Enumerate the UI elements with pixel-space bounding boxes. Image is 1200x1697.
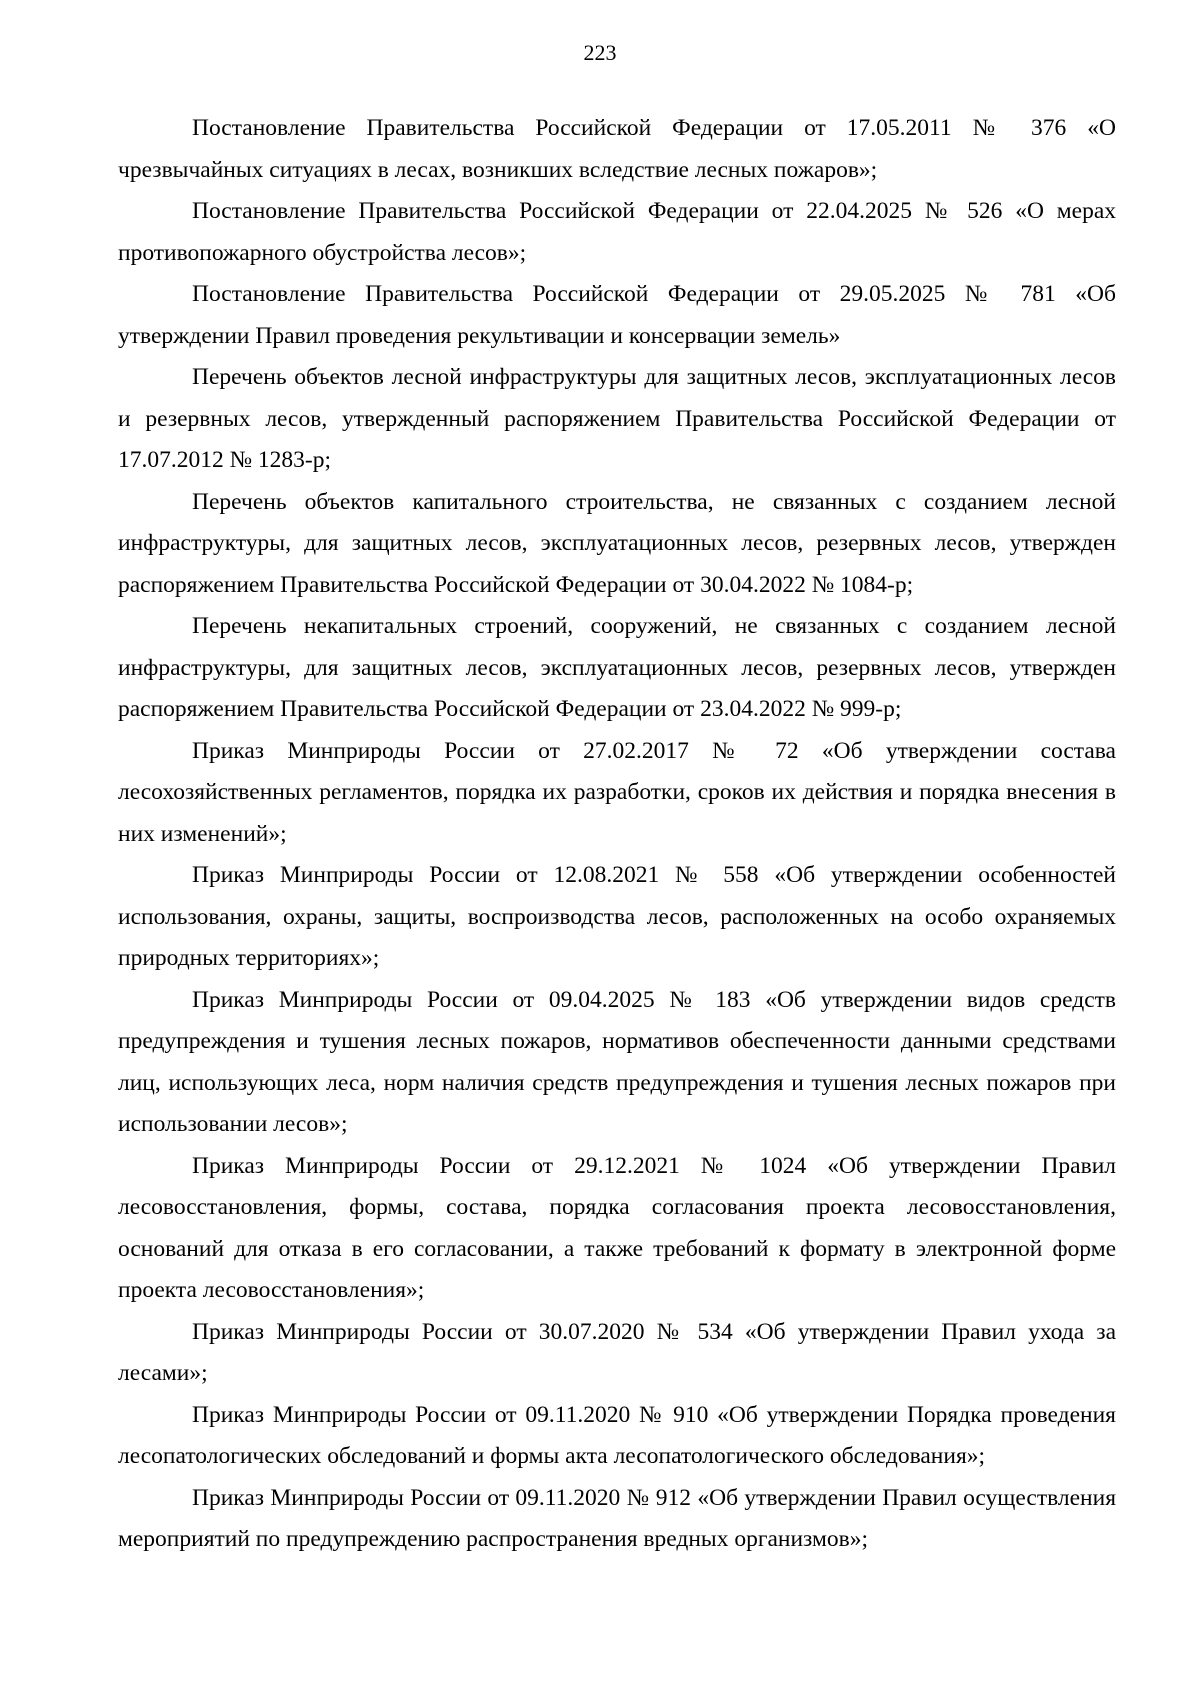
paragraph-order-910: Приказ Минприроды России от 09.11.2020 № 910 «Об утверждении Порядка проведения лесопатологических обследований и формы акта лесопатологического обследования»; xyxy=(118,1401,1116,1469)
paragraph-list-1283-r: Перечень объектов лесной инфраструктуры для защитных лесов, эксплуатационных лесов и резервных лесов, утвержденный распоряжением Правительства Российской Федерации от 17.07.2012 № 1283-р; xyxy=(118,364,1116,473)
paragraph-order-534: Приказ Минприроды России от 30.07.2020 № 534 «Об утверждении Правил ухода за лесами»; xyxy=(118,1318,1116,1386)
paragraph-order-912: Приказ Минприроды России от 09.11.2020 № 912 «Об утверждении Правил осуществления мероприятий по предупреждению распространения вредных организмов»; xyxy=(118,1484,1116,1552)
paragraph-decree-376: Постановление Правительства Российской Федерации от 17.05.2011 № 376 «О чрезвычайных ситуациях в лесах, возникших вследствие лесных пожаров»; xyxy=(118,115,1116,183)
paragraph-order-72: Приказ Минприроды России от 27.02.2017 № 72 «Об утверждении состава лесохозяйственных регламентов, порядка их разработки, сроков их действия и порядка внесения в них изменений»; xyxy=(118,737,1116,847)
paragraph-list-1084-r: Перечень объектов капитального строительства, не связанных с созданием лесной инфраструктуры, для защитных лесов, эксплуатационных лесов, резервных лесов, утвержден распоряжением Правительства Российской Федерации от 30.04.2022 № 1084-р; xyxy=(118,488,1116,598)
page-number: 223 xyxy=(583,40,617,65)
paragraph-order-558: Приказ Минприроды России от 12.08.2021 № 558 «Об утверждении особенностей использования, охраны, защиты, воспроизводства лесов, расположенных на особо охраняемых природных территориях»; xyxy=(118,862,1116,971)
paragraph-decree-526: Постановление Правительства Российской Федерации от 22.04.2025 № 526 «О мерах противопожарного обустройства лесов»; xyxy=(118,198,1116,266)
document-body xyxy=(118,108,1116,1561)
paragraph-order-1024: Приказ Минприроды России от 29.12.2021 № 1024 «Об утверждении Правил лесовосстановления, формы, состава, порядка согласования проекта лесовосстановления, оснований для отказа в его согласовании, а также требований к формату в электронной форме проекта лесовосстановления»; xyxy=(118,1152,1116,1303)
paragraph-decree-781: Постановление Правительства Российской Федерации от 29.05.2025 № 781 «Об утверждении Правил проведения рекультивации и консервации земель» xyxy=(118,281,1116,349)
paragraph-order-183: Приказ Минприроды России от 09.04.2025 № 183 «Об утверждении видов средств предупреждения и тушения лесных пожаров, нормативов обеспеченности данными средствами лиц, использующих леса, норм наличия средств предупреждения и тушения лесных пожаров при использовании лесов»; xyxy=(118,986,1116,1137)
paragraph-list-999-r: Перечень некапитальных строений, сооружений, не связанных с созданием лесной инфраструктуры, для защитных лесов, эксплуатационных лесов, резервных лесов, утвержден распоряжением Правительства Российской Федерации от 23.04.2022 № 999-р; xyxy=(118,613,1116,722)
